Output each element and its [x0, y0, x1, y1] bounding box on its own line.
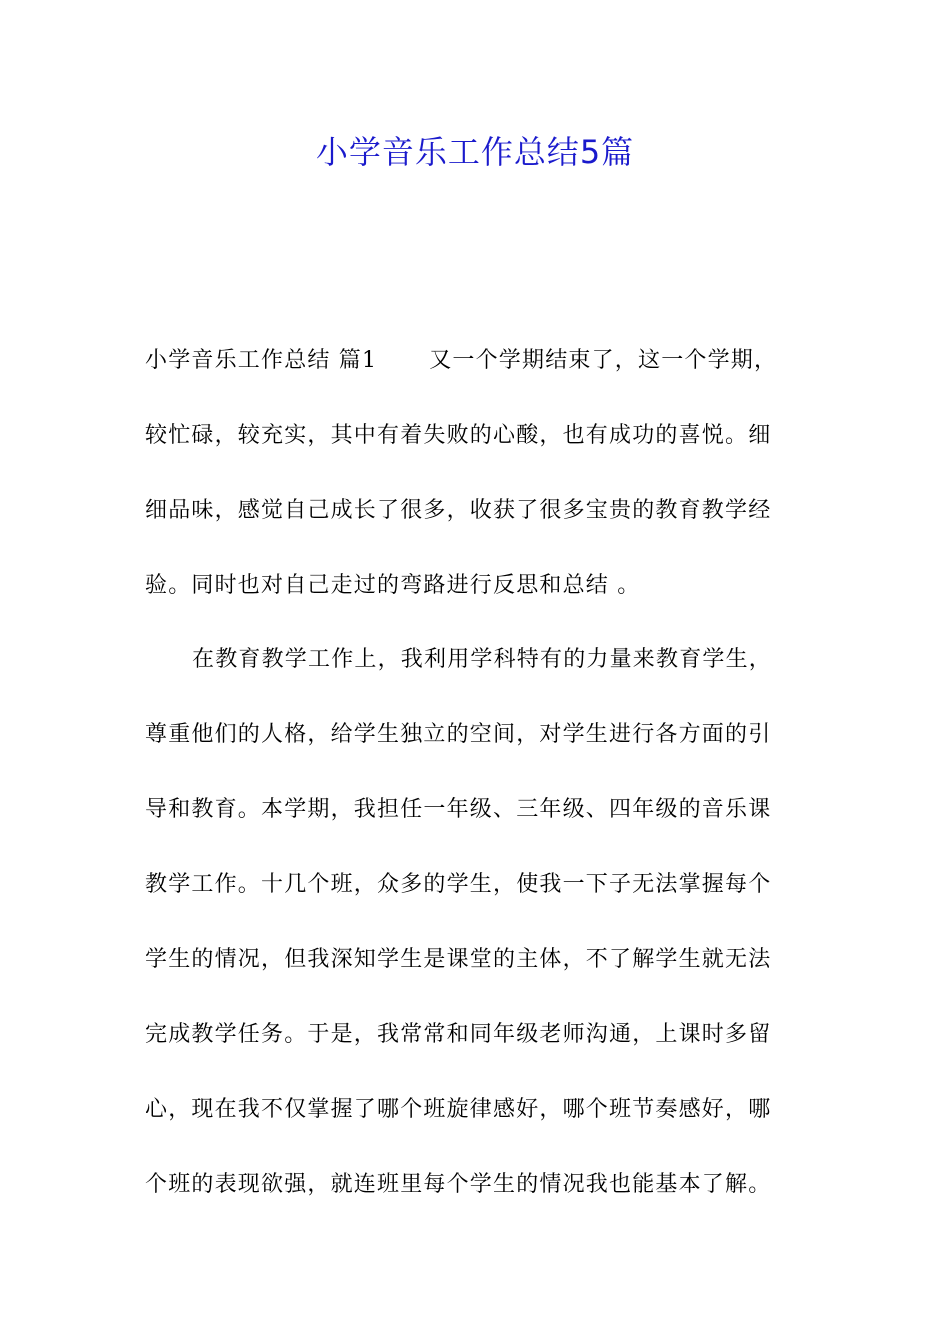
- text-line-1: [145, 346, 810, 376]
- body-line: 细品味，感觉自己成长了很多，收获了很多宝贵的教育教学经: [145, 498, 772, 523]
- body-line: 完成教学任务。于是，我常常和同年级老师沟通，上课时多留: [145, 1022, 772, 1047]
- body-line: 又一个学期结束了，这一个学期，: [429, 348, 778, 373]
- body-line: 较忙碌，较充实，其中有着失败的心酸，也有成功的喜悦。细: [145, 423, 772, 448]
- body-line: 导和教育。本学期，我担任一年级、三年级、四年级的音乐课: [145, 797, 772, 822]
- document-title: 小学音乐工作总结5篇: [315, 133, 635, 171]
- body-line: 教学工作。十几个班，众多的学生，使我一下子无法掌握每个: [145, 872, 772, 897]
- section-heading: 小学音乐工作总结 篇1: [145, 348, 378, 373]
- body-line: 心，现在我不仅掌握了哪个班旋律感好，哪个班节奏感好，哪: [145, 1097, 772, 1122]
- body-line: 学生的情况，但我深知学生是课堂的主体，不了解学生就无法: [145, 947, 772, 972]
- paragraph-first-line: 在教育教学工作上，我利用学科特有的力量来教育学生，: [192, 647, 773, 672]
- body-line: 个班的表现欲强，就连班里每个学生的情况我也能基本了解。: [145, 1172, 772, 1197]
- body-line: 验。同时也对自己走过的弯路进行反思和总结 。: [145, 573, 641, 598]
- body-line: 尊重他们的人格，给学生独立的空间，对学生进行各方面的引: [145, 722, 772, 747]
